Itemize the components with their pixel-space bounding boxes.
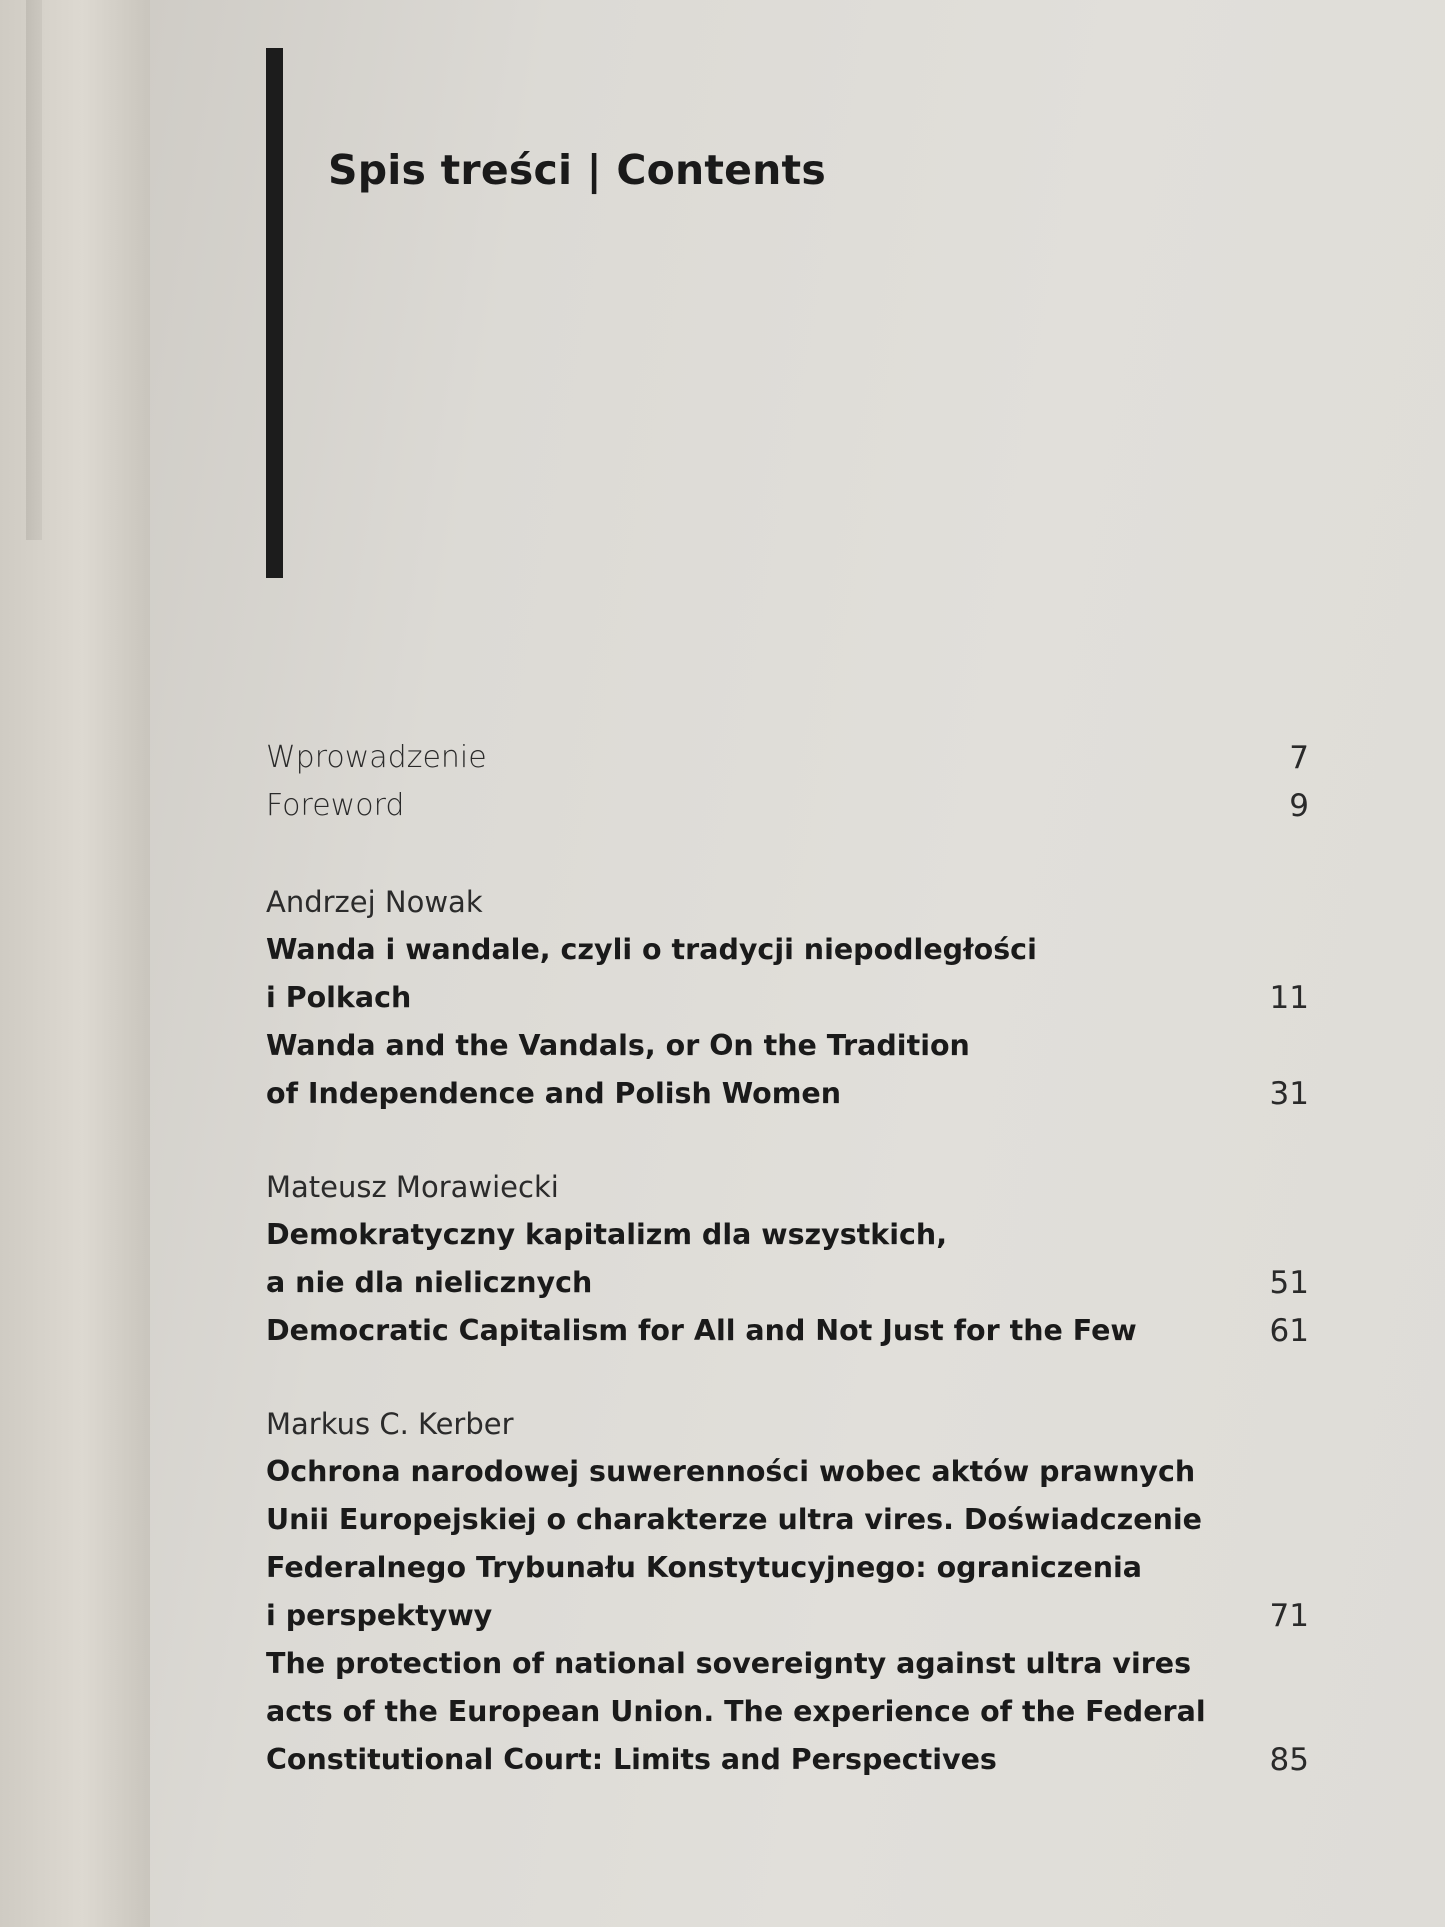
- entry-title-line[interactable]: [266, 974, 1309, 1022]
- entry-author: Markus C. Kerber: [266, 1407, 514, 1441]
- entry-title-text: Unii Europejskiej o charakterze ultra vires. Doświadczenie: [266, 1503, 1202, 1536]
- entry-title-text: Wanda i wandale, czyli o tradycji niepodległości: [266, 933, 1037, 966]
- entry-title-text: The protection of national sovereignty against ultra vires: [266, 1647, 1192, 1680]
- facing-page-edge: [0, 0, 150, 1927]
- entry-author: Mateusz Morawiecki: [266, 1170, 559, 1204]
- entry-title-text: i Polkach: [266, 981, 412, 1014]
- entry-title-text: Demokratyczny kapitalizm dla wszystkich,: [266, 1218, 948, 1251]
- toc-page-number: 51: [1269, 1265, 1309, 1301]
- toc-title: Wprowadzenie: [266, 740, 487, 775]
- entry-title-line[interactable]: [266, 1307, 1309, 1355]
- table-of-contents: [266, 734, 1309, 1784]
- toc-page-number: 11: [1269, 980, 1309, 1016]
- entry-title-line[interactable]: [266, 1496, 1309, 1544]
- entry-title-text: Wanda and the Vandals, or On the Tradition: [266, 1029, 970, 1062]
- toc-page-number: 71: [1269, 1598, 1309, 1634]
- toc-page-number: 31: [1269, 1076, 1309, 1112]
- entry-title-text: of Independence and Polish Women: [266, 1077, 842, 1110]
- toc-entry: [266, 878, 1309, 1118]
- entry-title-line[interactable]: [266, 1211, 1309, 1259]
- entry-title-line[interactable]: [266, 926, 1309, 974]
- toc-page-number: 61: [1269, 1313, 1309, 1349]
- toc-page-number: 9: [1289, 788, 1309, 824]
- page-edge-shadow: [26, 0, 42, 540]
- entry-author: Andrzej Nowak: [266, 885, 483, 919]
- entry-title-line[interactable]: [266, 1592, 1309, 1640]
- entry-title-line[interactable]: [266, 1070, 1309, 1118]
- entry-title-line[interactable]: [266, 1640, 1309, 1688]
- toc-row-introduction[interactable]: [266, 734, 1309, 782]
- toc-page-number: 85: [1269, 1742, 1309, 1778]
- heading-accent-bar: [266, 48, 283, 578]
- entry-title-text: Federalnego Trybunału Konstytucyjnego: ograniczenia: [266, 1551, 1143, 1584]
- entry-title-text: Democratic Capitalism for All and Not Just for the Few: [266, 1314, 1137, 1347]
- toc-page-number: 7: [1289, 740, 1309, 776]
- toc-entry: [266, 1400, 1309, 1784]
- page-title: Spis treści | Contents: [328, 146, 826, 194]
- entry-title-line[interactable]: [266, 1544, 1309, 1592]
- entry-title-line[interactable]: [266, 1022, 1309, 1070]
- entry-title-text: acts of the European Union. The experience of the Federal: [266, 1695, 1206, 1728]
- toc-title: Foreword: [266, 788, 405, 823]
- entry-title-line[interactable]: [266, 1448, 1309, 1496]
- entry-title-text: a nie dla nielicznych: [266, 1266, 593, 1299]
- entry-title-text: i perspektywy: [266, 1599, 493, 1632]
- entry-title-line[interactable]: [266, 1688, 1309, 1736]
- toc-row-foreword[interactable]: [266, 782, 1309, 830]
- toc-entry: [266, 1163, 1309, 1355]
- entry-title-text: Ochrona narodowej suwerenności wobec aktów prawnych: [266, 1455, 1196, 1488]
- entry-title-line[interactable]: [266, 1736, 1309, 1784]
- entry-title-line[interactable]: [266, 1259, 1309, 1307]
- entry-title-text: Constitutional Court: Limits and Perspectives: [266, 1743, 997, 1776]
